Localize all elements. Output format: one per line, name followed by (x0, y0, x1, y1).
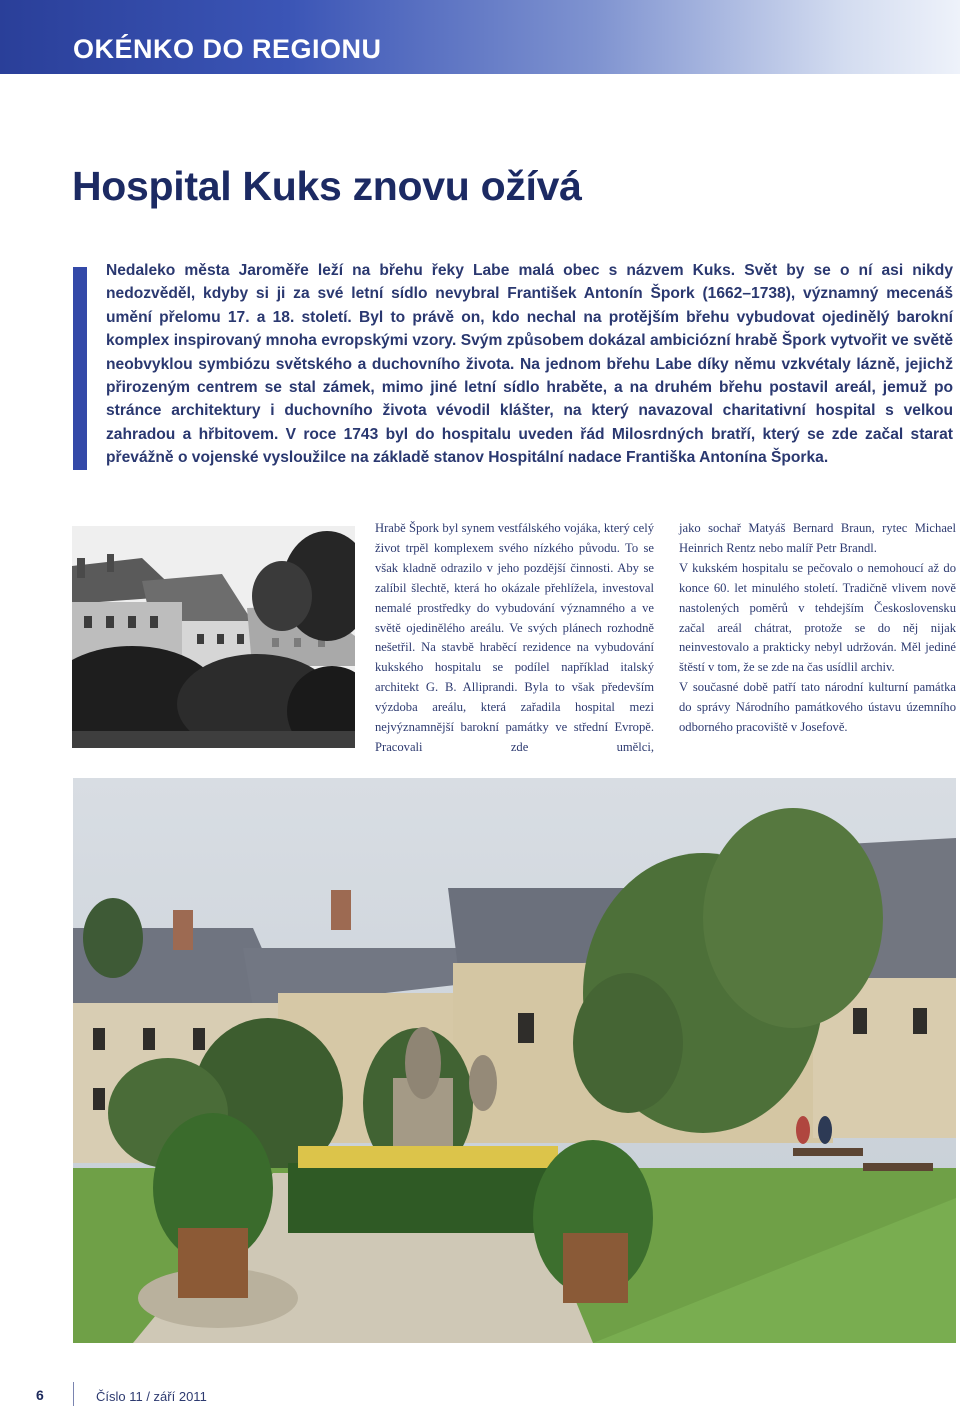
column-2-paragraph-3: V současné době patří tato národní kulturní památka do správy Národního památkového ústavu územního odborného pracoviště v Josefově. (679, 680, 956, 735)
column-2-paragraph-2: V kukském hospitalu se pečovalo o nemohoucí až do konce 60. let minulého století. Tradičně vlivem nově nastolených poměrů v tehdejším Československu začal areál chátrat, protože se do něj nijak neinvestovalo a prakticky nebyl udržován. Měl jediné štěstí v tom, že se zde na čas usídlil archiv. (679, 560, 956, 675)
text-column-2 (679, 519, 956, 738)
article-title: Hospital Kuks znovu ožívá (72, 163, 582, 209)
column-2-paragraph-1: jako sochař Matyáš Bernard Braun, rytec Michael Heinrich Rentz nebo malíř Petr Brandl. (679, 521, 956, 555)
lead-accent-bar (73, 267, 87, 470)
hospital-courtyard-photo (73, 778, 956, 1343)
lead-paragraph: Nedaleko města Jaroměře leží na břehu řeky Labe malá obec s názvem Kuks. Svět by se o ní asi nikdy nedozvěděl, kdyby si ji za své letní sídlo nevybral František Antonín Špork (1662–1738), významný mecenáš umění přelomu 17. a 18. století. Byl to právě on, kdo nechal na protějším břehu vybudovat ojedinělý barokní komplex inspirovaný mnoha evropskými vzory. Svým způsobem dokázal ambiciózní hrabě Špork vytvořit ve světě neobvyklou symbiózu světského a duchovního života. Na jednom břehu Labe díky němu vzkvétaly lázně, jejichž přirozeným centrem se stal zámek, mimo jiné letní sídlo hraběte, a na druhém břehu postavil areál, jemuž po stránce architektury i duchovního života vévodil klášter, na který navazoval charitativní hospital s velkou zahradou a hřbitovem. V roce 1743 byl do hospitalu uveden řád Milosrdných bratří, který se zde začal starat převážně o vojenské vysloužilce na základě stanov Hospitální nadace Františka Antonína Šporka. (106, 262, 953, 467)
text-column-1: Hrabě Špork byl synem vestfálského vojáka, který celý život trpěl komplexem svého nízkého původu. To se však kladně odrazilo v jeho pozdější činnosti. Aby se zalíbil šlechtě, která ho okázale přehlížela, investoval nemalé prostředky do vybudování významného a ve světě ojedinělého areálu. Ve svých plánech rozhodně nešetřil. Na stavbě hraběcí rezidence na vybudování kukského hospitalu se podílel například italský architekt G. B. Alliprandi. Byla to však především výzdoba areálu, která zařadila hospital mezi nejvýznamnější barokní památky ve střední Evropě. Pracovali zde umělci, (375, 521, 654, 754)
historic-photo-image (72, 526, 355, 748)
footer-divider (73, 1382, 74, 1406)
header-band (0, 0, 960, 74)
section-label: OKÉNKO DO REGIONU (73, 34, 382, 64)
courtyard-photo-image (73, 778, 956, 1343)
page-number: 6 (36, 1387, 44, 1403)
historic-photo (72, 526, 355, 748)
issue-label: Číslo 11 / září 2011 (96, 1389, 207, 1404)
